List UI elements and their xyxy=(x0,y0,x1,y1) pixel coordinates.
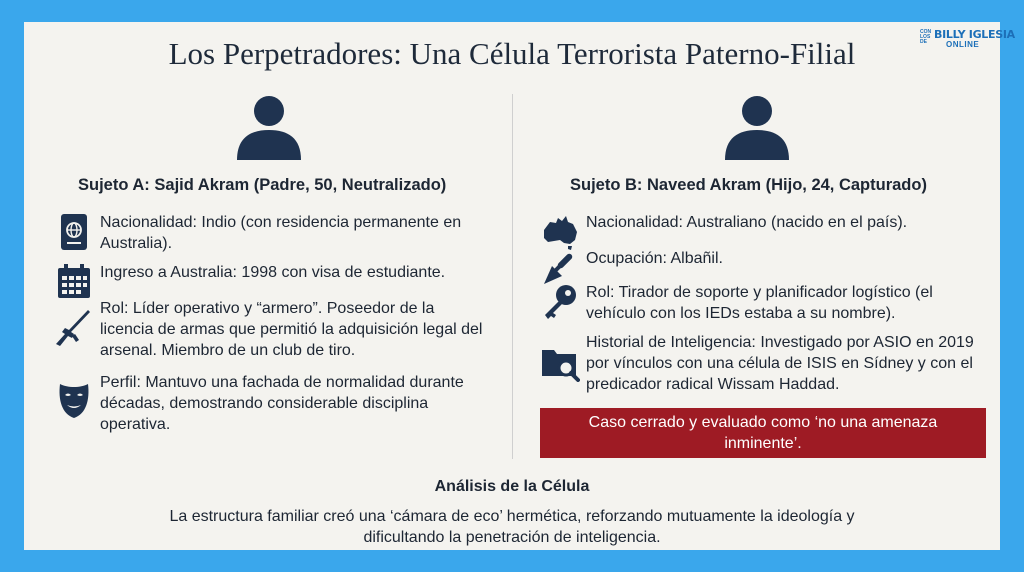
subject-b-occupation-text: Ocupación: Albañil. xyxy=(586,250,723,267)
subject-a-entry xyxy=(54,262,494,292)
case-closed-banner: Caso cerrado y evaluado como ‘no una amenaza inminente’. xyxy=(540,408,986,458)
subject-b-occupation xyxy=(540,248,990,282)
subject-b-nationality-text: Nacionalidad: Australiano (nacido en el país). xyxy=(586,214,908,231)
subject-a-role xyxy=(54,298,494,364)
subject-a-profile xyxy=(54,372,494,438)
subject-a-nationality xyxy=(54,212,494,256)
analysis-text: La estructura familiar creó una ‘cámara de eco’ hermética, reforzando mutuamente la ideología y dificultando la penetración de inteligencia. xyxy=(169,508,855,546)
page-title: Los Perpetradores: Una Célula Terrorista Paterno-Filial xyxy=(168,36,856,71)
subject-b-nationality xyxy=(540,212,990,242)
australia-map-icon xyxy=(540,212,580,252)
subject-b-role-text: Rol: Tirador de soporte y planificador logístico (el vehículo con los IEDs estaba a su nombre). xyxy=(586,284,933,322)
infographic-card xyxy=(24,22,1015,550)
person-icon xyxy=(722,92,792,162)
calendar-icon xyxy=(54,262,94,302)
mask-icon xyxy=(54,380,94,420)
analysis-heading: Análisis de la Célula xyxy=(434,478,590,495)
key-icon xyxy=(540,282,580,322)
subject-b-heading: Sujeto B: Naveed Akram (Hijo, 24, Capturado) xyxy=(570,176,927,194)
subject-a-nationality-text: Nacionalidad: Indio (con residencia permanente en Australia). xyxy=(100,214,462,252)
subject-a-profile-text: Perfil: Mantuvo una fachada de normalidad durante décadas, demostrando considerable disciplina operativa. xyxy=(100,374,464,433)
logo-sub: ONLINE xyxy=(946,40,980,49)
subject-a-role-text: Rol: Líder operativo y “armero”. Poseedor de la licencia de armas que permitió la adquisición legal del arsenal. Miembro de un club de tiro. xyxy=(100,300,483,359)
passport-icon xyxy=(54,212,94,252)
person-icon xyxy=(234,92,304,162)
subject-a-entry-text: Ingreso a Australia: 1998 con visa de estudiante. xyxy=(100,264,446,281)
subject-a-heading: Sujeto A: Sajid Akram (Padre, 50, Neutralizado) xyxy=(78,176,447,194)
folder-search-icon xyxy=(540,342,580,382)
brand-logo xyxy=(920,28,1015,52)
subject-b-role xyxy=(540,282,990,326)
rifle-icon xyxy=(54,308,94,348)
logo-small-text: CON LOS DE xyxy=(920,29,932,45)
subject-b-intel-text: Historial de Inteligencia: Investigado por ASIO en 2019 por vínculos con una célula de ISIS en Sídney y con el predicador radical Wissam Haddad. xyxy=(586,334,974,393)
subject-b-intel-history xyxy=(540,332,990,398)
logo-name: BILLY IGLESIA xyxy=(934,28,1015,41)
column-divider xyxy=(512,94,513,459)
